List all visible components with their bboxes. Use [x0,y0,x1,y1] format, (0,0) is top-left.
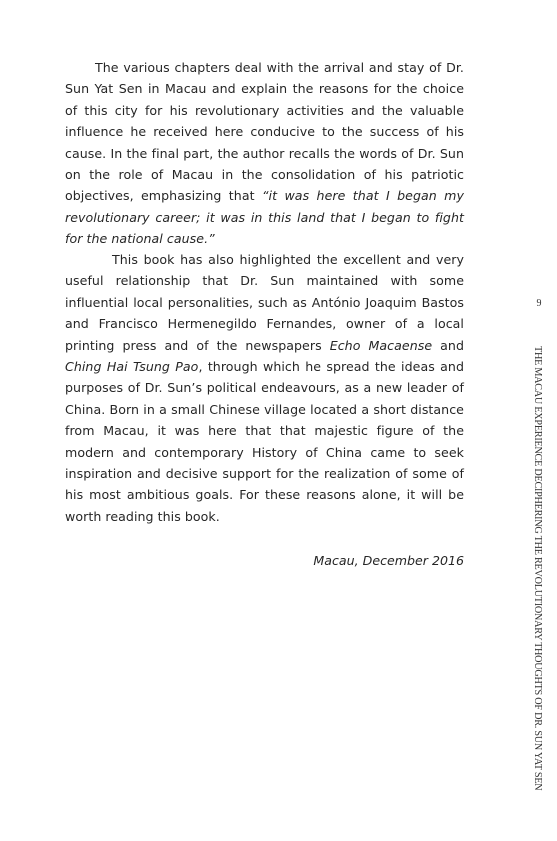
running-title: THE MACAU EXPERIENCE DECIPHERING THE REVOLUTIONARY THOUGHTS OF DR. SUN YAT SEN [532,346,543,791]
paragraph2-text-b: and [432,337,464,353]
paragraph1-text: The various chapters deal with the arrival and stay of Dr. Sun Yat Sen in Macau and explain the reasons for the choice of this city for his revolutionary activities and the valuable influence he received here conducive to the success of his cause. In the final part, the author recalls the words of Dr. Sun on the role of Macau in the consolidation of his patriotic objectives, emphasizing that [65,60,464,204]
page-number: 9 [536,298,542,309]
newspaper-title-echo-macaense: Echo Macaense [329,337,433,353]
paragraph2-text-a: This book has also highlighted the excellent and very useful relationship that Dr. Sun maintained with some influential local personalities, such as António Joaquim Bastos and Francisco Hermenegildo Fernandes, owner of a local printing press and of the newspapers [65,252,464,353]
dateline: Macau, December 2016 [313,553,464,568]
newspaper-title-ching-hai-tsung-pao: Ching Hai Tsung Pao [65,359,199,375]
paragraph2-text-c: , through which he spread the ideas and purposes of Dr. Sun’s political endeavours, as a new leader of China. Born in a small Chinese village located a short distance from Macau, it was here that that majestic figure of the modern and contemporary History of China came to seek inspiration and decisive support for the realization of some of his most ambitious goals. For these reasons alone, it will be worth reading this book. [65,359,464,524]
sun-quote: “it was here that I began my revolutionary career; it was in this land that I began to fight for the national cause.” [65,188,464,247]
paragraph-relationships [65,249,464,527]
paragraph-chapters-overview [65,57,464,250]
